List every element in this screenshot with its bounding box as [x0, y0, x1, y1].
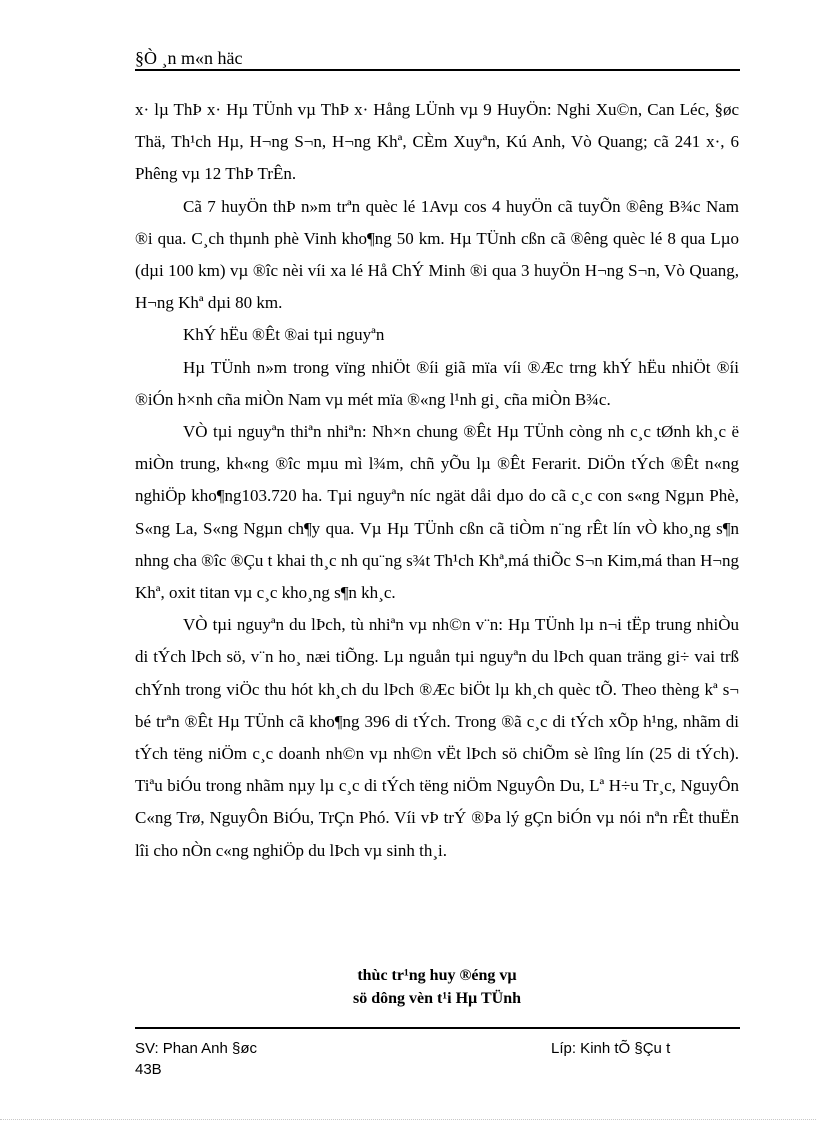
paragraph-districts: x· lµ ThÞ x· Hµ TÜnh vµ ThÞ x· Hång LÜnh vµ 9 HuyÖn: Nghi Xu©n, Can Léc, §øc Thä, Th¹ch Hµ, H¬ng S¬n, H¬ng Khª, CÈm Xuyªn, Kú Anh, Vò Quang; cã 241 x·, 6 Phêng vµ 12 ThÞ TrÊn. [135, 100, 739, 184]
footer-student-class-code: 43B [135, 1061, 162, 1078]
page-bottom-border [0, 1119, 816, 1120]
footer-class-label: Líp: Kinh tÕ §Çu t [551, 1040, 671, 1057]
section-heading-line-1: thùc tr¹ng huy ®éng vµ [357, 967, 517, 984]
footer-divider [135, 1027, 740, 1029]
header-divider [135, 69, 740, 71]
document-body [135, 94, 739, 867]
section-heading-line-2: sö dông vèn t¹i Hµ TÜnh [353, 990, 521, 1007]
paragraph-tourism-resources: VÒ tµi nguyªn du lÞch, tù nhiªn vµ nh©n v¨n: Hµ TÜnh lµ n¬i tËp trung nhiÒu di tÝch lÞch sö, v¨n ho¸ næi tiÕng. Lµ nguån tµi nguyªn du lÞch quan träng gi÷ vai trß chÝnh trong viÖc thu hót kh¸ch du lÞch ®Æc biÖt lµ kh¸ch quèc tÕ. Theo thèng kª s¬ bé trªn ®Êt Hµ TÜnh cã kho¶ng 396 di tÝch. Trong ®ã c¸c di tÝch xÕp h¹ng, nhãm di tÝch tëng niÖm c¸c doanh nh©n vµ nh©n vËt lÞch sö chiÕm sè lîng lín (25 di tÝch). Tiªu biÓu trong nhãm nµy lµ c¸c di tÝch tëng niÖm NguyÔn Du, Lª H÷u Tr¸c, NguyÔn C«ng Trø, NguyÔn BiÓu, TrÇn Phó. Víi vÞ trÝ ®Þa lý gÇn biÓn vµ nói nªn rÊt thuËn lîi cho nÒn c«ng nghiÖp du lÞch vµ sinh th¸i. [135, 615, 739, 860]
footer-student-info [135, 1038, 257, 1080]
paragraph-climate: Hµ TÜnh n»m trong vïng nhiÖt ®íi giã mïa víi ®Æc trng khÝ hËu nhiÖt ®íi ®iÓn h×nh cña miÒn Nam vµ mét mïa ®«ng l¹nh gi¸ cña miÒn B¾c. [135, 357, 739, 409]
footer-student-name: SV: Phan Anh §øc [135, 1040, 258, 1057]
subheading-climate: KhÝ hËu ®Êt ®ai tµi nguyªn [183, 325, 385, 345]
section-heading [135, 964, 739, 1010]
paragraph-natural-resources: VÒ tµi nguyªn thiªn nhiªn: Nh×n chung ®Êt Hµ TÜnh còng nh c¸c tØnh kh¸c ë miÒn trung, kh«ng ®îc mµu mì l¾m, chñ yÕu lµ ®Êt Ferarit. DiÖn tÝch ®Êt n«ng nghiÖp kho¶ng103.720 ha. Tµi nguyªn níc ngät dåi dµo do cã c¸c con s«ng Ngµn Phè, S«ng La, S«ng Ngµn ch¶y qua. Vµ Hµ TÜnh cßn cã tiÒm n¨ng rÊt lín vÒ kho¸ng s¶n nhng cha ®îc ®Çu t khai th¸c nh qu¨ng s¾t Th¹ch Khª,má thiÕc S¬n Kim,má than H¬ng Khª, oxit titan vµ c¸c kho¸ng s¶n kh¸c. [135, 422, 739, 603]
paragraph-roads: Cã 7 huyÖn thÞ n»m trªn quèc lé 1Avµ cos 4 huyÖn cã tuyÕn ®êng B¾c Nam ®i qua. C¸ch thµnh phè Vinh kho¶ng 50 km. Hµ TÜnh cßn cã ®êng quèc lé 8 qua Lµo (dµi 100 km) vµ ®îc nèi víi xa lé Hå ChÝ Minh ®i qua 3 huyÖn H¬ng S¬n, Vò Quang, H¬ng Khª dµi 80 km. [135, 196, 739, 313]
page-header-title: §Ò ¸n m«n häc [135, 48, 243, 68]
